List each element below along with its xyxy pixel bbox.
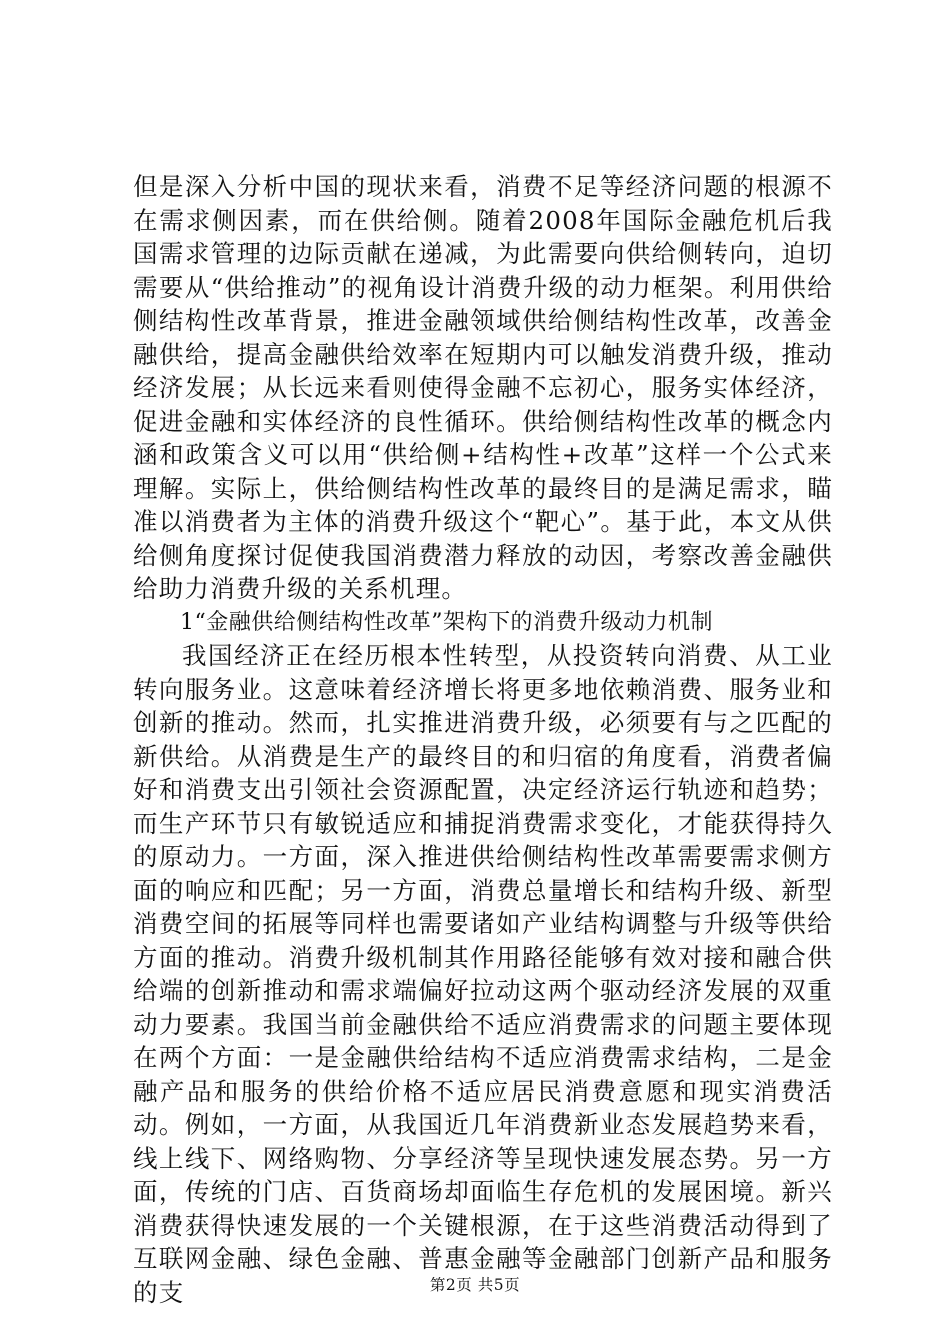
- page-indicator: 第2页 共5页: [429, 1276, 521, 1294]
- section-heading: 1“金融供给侧结构性改革”架构下的消费升级动力机制: [180, 609, 713, 635]
- body-paragraph-1: 但是深入分析中国的现状来看，消费不足等经济问题的根源不在需求侧因素，而在供给侧。随着2008年国际金融危机后我国需求管理的边际贡献在递减，为此需要向供给侧转向，迫切需要从“供给推动”的视角设计消费升级的动力框架。利用供给侧结构性改革背景，推进金融领域供给侧结构性改革，改善金融供给，提高金融供给效率在短期内可以触发消费升级，推动经济发展；从长远来看则使得金融不忘初心，服务实体经济，促进金融和实体经济的良性循环。供给侧结构性改革的概念内涵和政策含义可以用“供给侧+结构性+改革”这样一个公式来理解。实际上，供给侧结构性改革的最终目的是满足需求，瞄准以消费者为主体的消费升级这个“靶心”。基于此，本文从供给侧角度探讨促使我国消费潜力释放的动因，考察改善金融供给助力消费升级的关系机理。: [133, 172, 833, 603]
- page-footer: [0, 1275, 950, 1295]
- body-paragraph-2: 我国经济正在经历根本性转型，从投资转向消费、从工业转向服务业。这意味着经济增长将更多地依赖消费、服务业和创新的推动。然而，扎实推进消费升级，必须要有与之匹配的新供给。从消费是生产的最终目的和归宿的角度看，消费者偏好和消费支出引领社会资源配置，决定经济运行轨迹和趋势；而生产环节只有敏锐适应和捕捉消费需求变化，才能获得持久的原动力。一方面，深入推进供给侧结构性改革需要需求侧方面的响应和匹配；另一方面，消费总量增长和结构升级、新型消费空间的拓展等同样也需要诸如产业结构调整与升级等供给方面的推动。消费升级机制其作用路径能够有效对接和融合供给端的创新推动和需求端偏好拉动这两个驱动经济发展的双重动力要素。我国当前金融供给不适应消费需求的问题主要体现在两个方面：一是金融供给结构不适应消费需求结构，二是金融产品和服务的供给价格不适应居民消费意愿和现实消费活动。例如，一方面，从我国近几年消费新业态发展趋势来看，线上线下、网络购物、分享经济等呈现快速发展态势。另一方面，传统的门店、百货商场却面临生存危机的发展困境。新兴消费获得快速发展的一个关键根源，在于这些消费活动得到了互联网金融、绿色金融、普惠金融等金融部门创新产品和服务的支: [133, 641, 833, 1307]
- document-body: [133, 170, 833, 1309]
